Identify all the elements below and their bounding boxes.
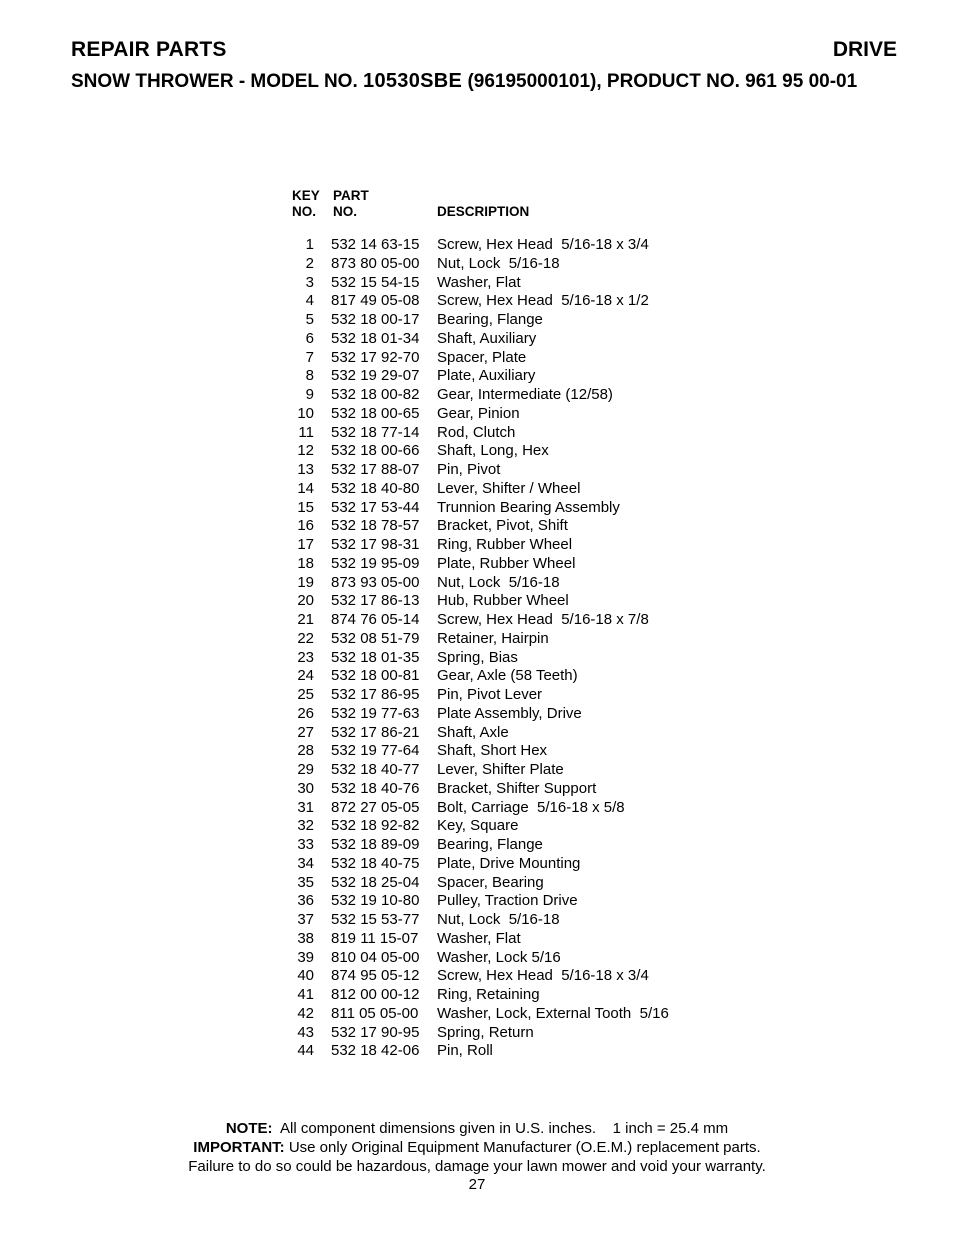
subtitle-prefix: SNOW THROWER - MODEL NO. (71, 71, 364, 92)
part-number: 532 18 77-14 (331, 423, 420, 441)
part-key-no: 32 (297, 817, 314, 835)
part-key-no: 36 (297, 892, 314, 910)
part-description: Screw, Hex Head 5/16-18 x 7/8 (437, 611, 649, 628)
part-description: Washer, Flat (437, 273, 521, 291)
part-description: Key, Square (437, 817, 519, 835)
part-key-no: 17 (297, 536, 314, 553)
part-key-no: 3 (305, 273, 314, 291)
list-item (0, 967, 954, 986)
part-header-line1: PART (333, 188, 369, 203)
footer-notes (0, 1119, 954, 1176)
part-number: 532 18 00-65 (331, 404, 420, 422)
part-description: Bearing, Flange (437, 836, 543, 853)
part-key-no: 19 (297, 573, 314, 591)
part-description: Lever, Shifter Plate (437, 761, 564, 778)
part-description: Screw, Hex Head 5/16-18 x 1/2 (437, 292, 649, 310)
list-item (0, 855, 954, 874)
important-label: IMPORTANT: (193, 1139, 285, 1156)
section-title: DRIVE (832, 38, 897, 61)
list-item (0, 292, 954, 311)
list-item (0, 874, 954, 893)
part-description: Screw, Hex Head 5/16-18 x 3/4 (437, 967, 649, 985)
page-number: 27 (468, 1176, 486, 1193)
part-description: Plate Assembly, Drive (437, 704, 582, 722)
part-number: 874 76 05-14 (331, 611, 420, 628)
list-item (0, 499, 954, 518)
part-key-no: 25 (297, 686, 314, 703)
part-number: 532 18 92-82 (331, 817, 420, 835)
part-number: 532 18 40-75 (331, 854, 420, 872)
list-item (0, 386, 954, 405)
part-number: 532 15 53-77 (331, 911, 420, 928)
part-header-line2: NO. (333, 204, 358, 219)
part-description: Nut, Lock 5/16-18 (437, 911, 560, 928)
part-key-no: 5 (305, 311, 314, 328)
part-key-no: 41 (297, 986, 314, 1003)
part-key-no: 16 (297, 517, 314, 535)
part-description: Plate, Drive Mounting (437, 854, 581, 872)
part-number: 532 18 00-81 (331, 667, 420, 685)
part-key-no: 15 (297, 498, 314, 516)
list-item (0, 1042, 954, 1061)
part-description: Pin, Roll (437, 1042, 493, 1060)
part-number: 532 14 63-15 (331, 236, 420, 253)
part-number: 532 17 90-95 (331, 1023, 420, 1041)
list-item (0, 799, 954, 818)
part-key-no: 39 (297, 948, 314, 966)
part-key-no: 28 (297, 742, 314, 760)
list-item (0, 986, 954, 1005)
part-key-no: 10 (297, 404, 314, 422)
part-key-no: 6 (305, 329, 314, 347)
part-description: Plate, Auxiliary (437, 367, 536, 385)
note-text: All component dimensions given in U.S. inches. 1 inch = 25.4 mm (272, 1120, 729, 1137)
part-number: 811 05 05-00 (331, 1004, 419, 1022)
part-number: 873 93 05-00 (331, 573, 420, 591)
list-item (0, 311, 954, 330)
list-item (0, 780, 954, 799)
list-item (0, 1005, 954, 1024)
part-key-no: 38 (297, 929, 314, 947)
part-description: Washer, Flat (437, 929, 521, 947)
part-number: 532 19 77-64 (331, 742, 420, 760)
key-no-header (292, 188, 320, 220)
part-key-no: 4 (305, 292, 314, 310)
part-key-no: 23 (297, 648, 314, 666)
part-description: Screw, Hex Head 5/16-18 x 3/4 (437, 236, 649, 253)
list-item (0, 367, 954, 386)
part-description: Spacer, Bearing (437, 873, 544, 891)
part-number: 874 95 05-12 (331, 967, 420, 985)
key-header-line2: NO. (292, 204, 317, 219)
part-key-no: 21 (297, 611, 314, 628)
list-item (0, 274, 954, 293)
part-description: Pin, Pivot Lever (437, 686, 543, 703)
part-description: Rod, Clutch (437, 423, 516, 441)
part-number: 532 18 89-09 (331, 836, 420, 853)
part-key-no: 42 (297, 1004, 314, 1022)
part-number: 532 19 95-09 (331, 554, 420, 572)
part-number: 532 18 00-17 (331, 311, 420, 328)
list-item (0, 555, 954, 574)
part-number: 873 80 05-00 (331, 254, 420, 272)
part-description: Gear, Intermediate (12/58) (437, 386, 613, 403)
part-key-no: 35 (297, 873, 314, 891)
list-item (0, 911, 954, 930)
part-number: 532 19 77-63 (331, 704, 420, 722)
part-number: 532 19 10-80 (331, 892, 420, 910)
part-key-no: 43 (297, 1023, 314, 1041)
part-number: 532 15 54-15 (331, 273, 420, 291)
list-item (0, 892, 954, 911)
important-text: Use only Original Equipment Manufacturer (O.E.M.) replacement parts. (284, 1139, 761, 1156)
page-title: REPAIR PARTS (71, 38, 227, 61)
part-description: Bracket, Shifter Support (437, 779, 597, 797)
part-description: Washer, Lock 5/16 (437, 948, 561, 966)
list-item (0, 724, 954, 743)
list-item (0, 667, 954, 686)
list-item (0, 330, 954, 349)
part-key-no: 34 (297, 854, 314, 872)
key-header-line1: KEY (292, 188, 320, 203)
part-description: Shaft, Short Hex (437, 742, 548, 760)
part-number: 532 18 40-77 (331, 761, 420, 778)
part-number: 532 19 29-07 (331, 367, 420, 385)
part-number: 819 11 15-07 (331, 929, 419, 947)
part-description: Pin, Pivot (437, 461, 501, 478)
part-key-no: 44 (297, 1042, 314, 1060)
part-number: 532 18 01-35 (331, 648, 420, 666)
list-item (0, 255, 954, 274)
part-description: Ring, Retaining (437, 986, 540, 1003)
part-number: 532 18 42-06 (331, 1042, 420, 1060)
part-description: Spring, Bias (437, 648, 518, 666)
part-number: 532 18 40-76 (331, 779, 420, 797)
list-item (0, 742, 954, 761)
part-key-no: 14 (297, 479, 314, 497)
part-number: 532 18 00-66 (331, 442, 420, 460)
list-item (0, 817, 954, 836)
note-line (0, 1119, 954, 1138)
list-item (0, 611, 954, 630)
part-description: Spring, Return (437, 1023, 534, 1041)
part-key-no: 18 (297, 554, 314, 572)
part-key-no: 20 (297, 592, 314, 610)
part-description: Shaft, Axle (437, 723, 509, 741)
list-item (0, 461, 954, 480)
part-number: 532 17 98-31 (331, 536, 420, 553)
list-item (0, 424, 954, 443)
part-number: 532 17 92-70 (331, 348, 420, 366)
part-description: Pulley, Traction Drive (437, 892, 578, 910)
important-line (0, 1138, 954, 1157)
list-item (0, 836, 954, 855)
part-description: Washer, Lock, External Tooth 5/16 (437, 1004, 669, 1022)
part-description: Spacer, Plate (437, 348, 527, 366)
list-item (0, 349, 954, 368)
part-key-no: 1 (305, 236, 314, 253)
part-key-no: 30 (297, 779, 314, 797)
list-item (0, 442, 954, 461)
part-number: 532 17 86-95 (331, 686, 420, 703)
part-description: Plate, Rubber Wheel (437, 554, 576, 572)
list-item (0, 592, 954, 611)
subtitle-suffix: (96195000101), PRODUCT NO. 961 95 00-01 (462, 71, 858, 92)
description-header: DESCRIPTION (437, 204, 530, 219)
part-description: Shaft, Auxiliary (437, 329, 537, 347)
part-key-no: 29 (297, 761, 314, 778)
part-key-no: 22 (297, 629, 314, 647)
list-item (0, 517, 954, 536)
model-number: 10530SBE (363, 70, 463, 92)
part-key-no: 13 (297, 461, 314, 478)
part-number: 532 17 86-21 (331, 723, 420, 741)
list-item (0, 705, 954, 724)
part-key-no: 37 (297, 911, 314, 928)
part-key-no: 11 (298, 423, 314, 441)
warning-line: Failure to do so could be hazardous, damage your lawn mower and void your warranty. (188, 1158, 766, 1175)
part-key-no: 40 (297, 967, 314, 985)
part-description: Bracket, Pivot, Shift (437, 517, 568, 535)
part-number: 532 18 00-82 (331, 386, 420, 403)
list-item (0, 536, 954, 555)
part-description: Nut, Lock 5/16-18 (437, 573, 560, 591)
part-no-header (333, 188, 369, 220)
part-number: 532 17 53-44 (331, 498, 420, 516)
part-number: 872 27 05-05 (331, 798, 420, 816)
part-key-no: 26 (297, 704, 314, 722)
part-number: 812 00 00-12 (331, 986, 420, 1003)
part-number: 532 18 78-57 (331, 517, 420, 535)
part-key-no: 27 (297, 723, 314, 741)
part-description: Shaft, Long, Hex (437, 442, 549, 460)
parts-list (0, 236, 954, 1061)
part-number: 532 18 01-34 (331, 329, 420, 347)
list-item (0, 930, 954, 949)
list-item (0, 480, 954, 499)
list-item (0, 686, 954, 705)
part-number: 532 17 88-07 (331, 461, 420, 478)
part-description: Bolt, Carriage 5/16-18 x 5/8 (437, 798, 625, 816)
part-key-no: 31 (297, 798, 314, 816)
model-subtitle (71, 70, 857, 93)
part-description: Ring, Rubber Wheel (437, 536, 573, 553)
part-description: Gear, Axle (58 Teeth) (437, 667, 578, 685)
part-number: 532 08 51-79 (331, 629, 420, 647)
part-key-no: 9 (305, 386, 314, 403)
list-item (0, 630, 954, 649)
list-item (0, 761, 954, 780)
part-key-no: 8 (305, 367, 314, 385)
part-description: Gear, Pinion (437, 404, 520, 422)
list-item (0, 649, 954, 668)
part-number: 532 18 40-80 (331, 479, 420, 497)
part-description: Bearing, Flange (437, 311, 543, 328)
part-key-no: 7 (305, 348, 314, 366)
part-description: Lever, Shifter / Wheel (437, 479, 581, 497)
part-description: Hub, Rubber Wheel (437, 592, 569, 610)
part-key-no: 2 (305, 254, 314, 272)
list-item (0, 574, 954, 593)
part-key-no: 24 (297, 667, 314, 685)
part-number: 532 18 25-04 (331, 873, 420, 891)
part-number: 532 17 86-13 (331, 592, 420, 610)
part-description: Trunnion Bearing Assembly (437, 498, 620, 516)
list-item (0, 236, 954, 255)
part-description: Retainer, Hairpin (437, 629, 549, 647)
list-item (0, 1024, 954, 1043)
part-key-no: 33 (297, 836, 314, 853)
list-item (0, 949, 954, 968)
list-item (0, 405, 954, 424)
part-key-no: 12 (297, 442, 314, 460)
part-number: 810 04 05-00 (331, 948, 420, 966)
note-label: NOTE: (225, 1120, 273, 1137)
part-number: 817 49 05-08 (331, 292, 420, 310)
part-description: Nut, Lock 5/16-18 (437, 254, 560, 272)
